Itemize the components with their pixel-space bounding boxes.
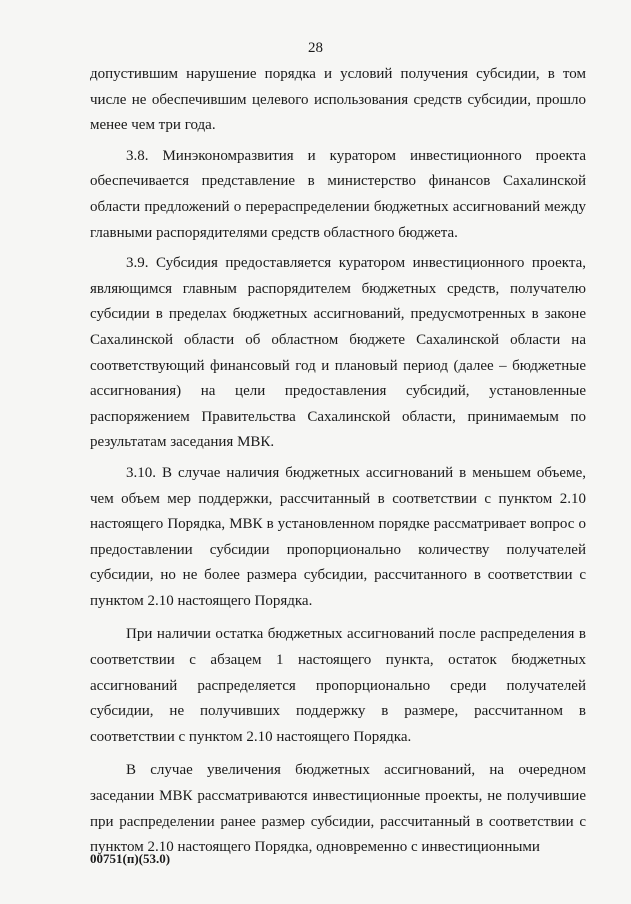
paragraph-continuation: допустившим нарушение порядка и условий получения субсидии, в том числе не обеспечившим целевого использования средств субсидии, прошло менее чем три года.: [90, 66, 586, 134]
paragraph-3-8: 3.8. Минэкономразвития и куратором инвестиционного проекта обеспечивается представление в министерство финансов Сахалинской области предложений о перераспределении бюджетных ассигнований между главными распорядителями средств областного бюджета.: [90, 147, 586, 241]
paragraph-3-9: 3.9. Субсидия предоставляется куратором инвестиционного проекта, являющимся главным распорядителем бюджетных средств, получателю субсидии в пределах бюджетных ассигнований, предусмотренных в законе Сахалинской области об областном бюджете Сахалинской области на соответствующий финансовый год и плановый период (далее – бюджетные ассигнования) на цели предоставления субсидий, установленные распоряжением Правительства Сахалинской области, принимаемым по результатам заседания МВК.: [90, 255, 586, 451]
document-code: 00751(п)(53.0): [90, 851, 171, 866]
paragraph-remainder: При наличии остатка бюджетных ассигнований после распределения в соответствии с абзацем 1 настоящего пункта, остаток бюджетных ассигнований распределяется пропорционально среди получателей субсидии, не получивших поддержку в размере, рассчитанном в соответствии с пунктом 2.10 настоящего Порядка.: [90, 626, 586, 745]
document-body: [90, 62, 586, 861]
paragraph-increase: В случае увеличения бюджетных ассигнований, на очередном заседании МВК рассматриваются инвестиционные проекты, не получившие при распределении ранее размер субсидии, рассчитанный в соответствии с пунктом 2.10 настоящего Порядка, одновременно с инвестиционными: [90, 762, 586, 856]
paragraph-3-10: 3.10. В случае наличия бюджетных ассигнований в меньшем объеме, чем объем мер поддержки, рассчитанный в соответствии с пунктом 2.10 настоящего Порядка, МВК в установленном порядке рассматривает вопрос о предоставлении субсидии пропорционально количеству получателей субсидии, но не более размера субсидии, рассчитанного в соответствии с пунктом 2.10 настоящего Порядка.: [90, 464, 586, 609]
page-number: 28: [308, 40, 323, 56]
